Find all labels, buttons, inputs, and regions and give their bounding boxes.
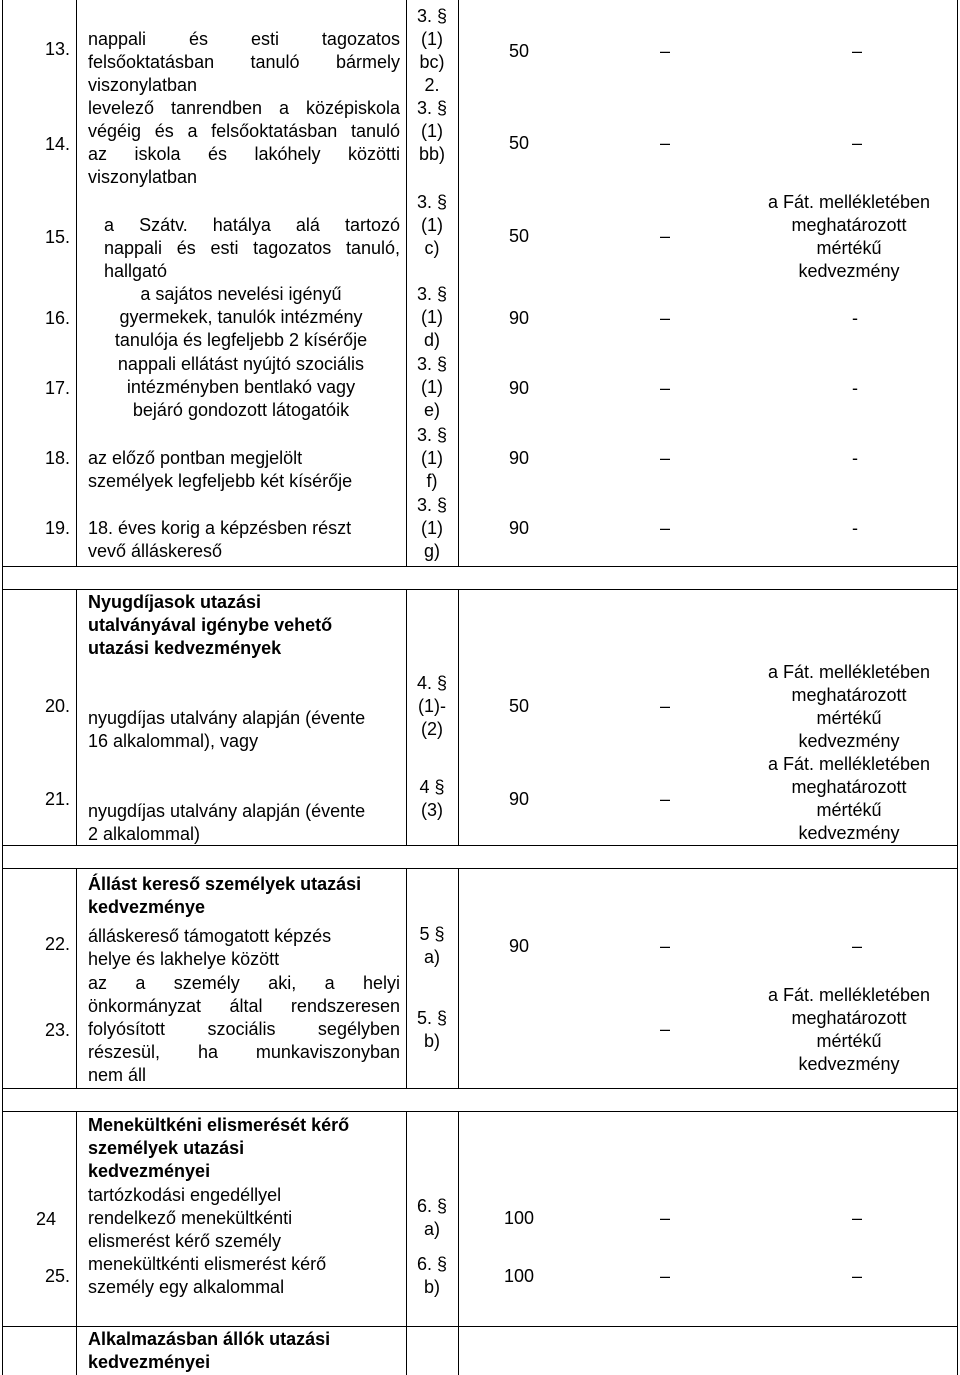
fare-note-line: meghatározott — [791, 215, 907, 235]
legal-reference-line: (1) — [421, 448, 443, 468]
row-divider — [2, 1111, 958, 1112]
col-divider-desc — [406, 0, 407, 566]
section-heading-line: kedvezményei — [88, 1352, 211, 1372]
row-description-line: a sajátos nevelési igényű — [140, 284, 342, 304]
legal-reference-line: f) — [426, 471, 438, 491]
legal-reference-line: a) — [423, 947, 440, 967]
fare-note-line: a Fát. mellékletében — [767, 662, 931, 682]
legal-reference-line: 5. § — [416, 1008, 448, 1028]
discount-col5: – — [660, 133, 671, 153]
fare-note-line: kedvezmény — [798, 1054, 900, 1074]
col-divider-desc — [406, 1111, 407, 1375]
fare-note-line: mértékű — [816, 238, 882, 258]
legal-reference-line: 3. § — [416, 284, 448, 304]
row-description-line: a Szátv. hatálya alá tartozó — [104, 215, 400, 235]
row-number: 22. — [44, 934, 70, 954]
discount-col5: – — [660, 41, 671, 61]
discount-col5: – — [660, 1266, 671, 1286]
row-number: 19. — [44, 518, 70, 538]
row-number: 20. — [44, 696, 70, 716]
row-description-line: helye és lakhelye között — [88, 949, 280, 969]
legal-reference-line: 3. § — [416, 495, 448, 515]
legal-reference-line: (1) — [421, 215, 443, 235]
fare-note-line: mértékű — [816, 708, 882, 728]
row-divider — [2, 566, 958, 567]
col-divider-ref — [458, 589, 459, 845]
fare-note-line: mértékű — [816, 1031, 882, 1051]
row-description-line: felsőoktatásban tanuló bármely — [88, 52, 400, 72]
section-heading-line: kedvezménye — [88, 897, 206, 917]
row-description-line: vevő álláskereső — [88, 541, 223, 561]
fare-note-line: meghatározott — [791, 685, 907, 705]
discount-col5: – — [660, 1208, 671, 1228]
discount-col6: - — [852, 308, 858, 328]
row-description-line: az előző pontban megjelölt — [88, 448, 303, 468]
row-description-line: viszonylatban — [88, 167, 198, 187]
legal-reference-line: 4 § — [419, 777, 445, 797]
col-divider-number — [76, 868, 77, 1088]
row-description-line: önkormányzat által rendszeresen — [88, 996, 400, 1016]
row-divider — [2, 868, 958, 869]
fare-note-line: meghatározott — [791, 777, 907, 797]
row-description-line: folyósított szociális segélyben — [88, 1019, 400, 1039]
legal-reference-line: 3. § — [416, 354, 448, 374]
legal-reference-line: (2) — [421, 719, 443, 739]
discount-col5: – — [660, 518, 671, 538]
discount-col5: – — [660, 936, 671, 956]
legal-reference-line: b) — [423, 1277, 440, 1297]
discount-col5: – — [660, 308, 671, 328]
row-description-line: 16 alkalommal), vagy — [88, 731, 259, 751]
discount-col6: - — [852, 448, 858, 468]
row-description-line: személyek legfeljebb két kísérője — [88, 471, 353, 491]
discount-percent: 90 — [509, 448, 530, 468]
discount-col6: – — [852, 41, 863, 61]
row-description-line: hallgató — [104, 261, 168, 281]
fare-note-line: kedvezmény — [798, 823, 900, 843]
legal-reference-line: (1) — [421, 29, 443, 49]
discount-col6: - — [852, 378, 858, 398]
fare-note-line: a Fát. mellékletében — [767, 192, 931, 212]
legal-reference-line: bc) — [419, 52, 445, 72]
row-number: 25. — [44, 1266, 70, 1286]
row-description-line: levelező tanrendben a középiskola — [88, 98, 400, 118]
discount-percent: 90 — [509, 789, 530, 809]
col-divider-ref — [458, 1111, 459, 1375]
row-description-line: 2 alkalommal) — [88, 824, 201, 844]
fare-note-line: kedvezmény — [798, 731, 900, 751]
legal-reference-line: e) — [423, 400, 440, 420]
section-heading-line: utazási kedvezmények — [88, 638, 282, 658]
fare-note-line: kedvezmény — [798, 261, 900, 281]
discount-col6: – — [852, 133, 863, 153]
row-description-line: személy egy alkalommal — [88, 1277, 285, 1297]
row-description-line: 18. éves korig a képzésben részt — [88, 518, 352, 538]
legal-reference-line: 6. § — [416, 1254, 448, 1274]
row-number: 14. — [44, 134, 70, 154]
legal-reference-line: bb) — [418, 144, 445, 164]
discount-percent: 50 — [509, 41, 530, 61]
discount-percent: 90 — [509, 518, 530, 538]
legal-reference-line: (1) — [421, 518, 443, 538]
row-description-line: nappali és esti tagozatos — [88, 29, 400, 49]
row-divider — [2, 1326, 958, 1327]
discount-percent: 90 — [509, 936, 530, 956]
section-heading-line: utalványával igénybe vehető — [88, 615, 333, 635]
row-description-line: nyugdíjas utalvány alapján (évente — [88, 801, 366, 821]
row-description-line: álláskereső támogatott képzés — [88, 926, 332, 946]
legal-reference-line: (1) — [421, 377, 443, 397]
discount-col5: – — [660, 789, 671, 809]
row-description-line: tartózkodási engedéllyel — [88, 1185, 282, 1205]
section-heading-line: kedvezményei — [88, 1161, 211, 1181]
legal-reference-line: 3. § — [416, 98, 448, 118]
section-heading-line: személyek utazási — [88, 1138, 245, 1158]
row-number: 15. — [44, 227, 70, 247]
row-description-line: bejáró gondozott látogatóik — [132, 400, 350, 420]
legal-reference-line: (1)- — [418, 696, 446, 716]
col-divider-ref — [458, 0, 459, 566]
discount-col5: – — [660, 448, 671, 468]
col-divider-ref — [458, 868, 459, 1088]
legal-reference-line: 4. § — [416, 673, 448, 693]
legal-reference-line: d) — [423, 330, 440, 350]
section-heading-line: Alkalmazásban állók utazási — [88, 1329, 331, 1349]
legal-reference-line: 5 § — [419, 924, 445, 944]
legal-reference-line: 3. § — [416, 425, 448, 445]
fare-note-line: mértékű — [816, 800, 882, 820]
discount-percent: 100 — [504, 1208, 535, 1228]
legal-reference-line: 3. § — [416, 6, 448, 26]
discount-col5: – — [660, 1019, 671, 1039]
legal-reference-line: b) — [423, 1031, 440, 1051]
discount-col5: – — [660, 226, 671, 246]
row-description-line: tanulója és legfeljebb 2 kísérője — [114, 330, 368, 350]
row-description-line: nappali és esti tagozatos tanuló, — [104, 238, 400, 258]
discount-percent: 50 — [509, 133, 530, 153]
discount-col6: – — [852, 1208, 863, 1228]
row-description-line: az iskola és lakóhely közötti — [88, 144, 400, 164]
col-divider-desc — [406, 868, 407, 1088]
discount-percent: 100 — [504, 1266, 535, 1286]
legal-reference-line: a) — [423, 1219, 440, 1239]
row-description-line: végéig és a felsőoktatásban tanuló — [88, 121, 400, 141]
row-description-line: nappali ellátást nyújtó szociális — [117, 354, 365, 374]
row-description-line: gyermekek, tanulók intézmény — [119, 307, 363, 327]
fare-note-line: a Fát. mellékletében — [767, 754, 931, 774]
section-heading-line: Állást kereső személyek utazási — [88, 874, 362, 894]
legal-reference-line: 2. — [424, 75, 440, 95]
row-number: 23. — [44, 1020, 70, 1040]
col-divider-number — [76, 589, 77, 845]
row-number: 16. — [44, 308, 70, 328]
row-description-line: nem áll — [88, 1065, 147, 1085]
row-description-line: viszonylatban — [88, 75, 198, 95]
discount-col6: – — [852, 1266, 863, 1286]
discount-col5: – — [660, 378, 671, 398]
row-number: 24 — [35, 1209, 56, 1229]
row-description-line: rendelkező menekültkénti — [88, 1208, 293, 1228]
row-description-line: az a személy aki, a helyi — [88, 973, 400, 993]
discount-percent: 50 — [509, 226, 530, 246]
legal-reference-line: 6. § — [416, 1196, 448, 1216]
fare-note-line: a Fát. mellékletében — [767, 985, 931, 1005]
row-description-line: részesül, ha munkaviszonyban — [88, 1042, 400, 1062]
row-description-line: menekültkénti elismerést kérő — [88, 1254, 327, 1274]
col-divider-number — [76, 1111, 77, 1375]
row-description-line: nyugdíjas utalvány alapján (évente — [88, 708, 366, 728]
discount-col5: – — [660, 696, 671, 716]
legal-reference-line: 3. § — [416, 192, 448, 212]
col-divider-desc — [406, 589, 407, 845]
discount-percent: 90 — [509, 308, 530, 328]
legal-reference-line: (1) — [421, 307, 443, 327]
row-number: 13. — [44, 39, 70, 59]
section-heading-line: Nyugdíjasok utazási — [88, 592, 262, 612]
legal-reference-line: g) — [423, 541, 440, 561]
legal-reference-line: (1) — [421, 121, 443, 141]
row-description-line: elismerést kérő személy — [88, 1231, 282, 1251]
discount-percent: 90 — [509, 378, 530, 398]
legal-reference-line: c) — [424, 238, 440, 258]
section-heading-line: Menekültkéni elismerését kérő — [88, 1115, 350, 1135]
row-number: 18. — [44, 448, 70, 468]
row-number: 17. — [44, 378, 70, 398]
row-description-line: intézményben bentlakó vagy — [126, 377, 356, 397]
legal-reference-line: (3) — [421, 800, 443, 820]
row-divider — [2, 589, 958, 590]
discount-col6: - — [852, 518, 858, 538]
fare-note-line: meghatározott — [791, 1008, 907, 1028]
discount-col6: – — [852, 936, 863, 956]
col-divider-number — [76, 0, 77, 566]
row-divider — [2, 1088, 958, 1089]
row-number: 21. — [44, 789, 70, 809]
discount-percent: 50 — [509, 696, 530, 716]
left-border — [2, 0, 3, 1375]
